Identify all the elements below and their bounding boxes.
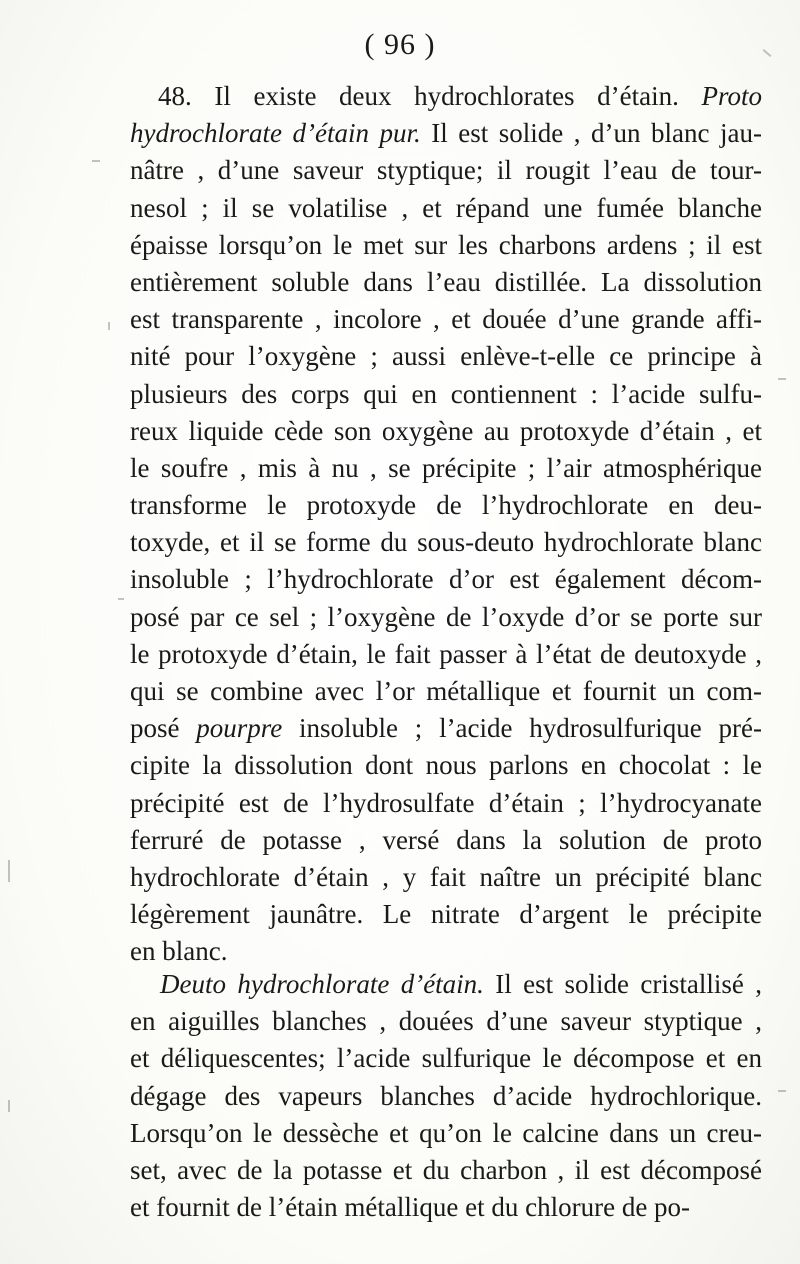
text-segment: entièrement soluble dans l’eau distillée. La dissolution (130, 266, 762, 297)
text-segment: nité pour l’oxygène ; aussi enlève-t-elle ce principe à (130, 341, 762, 372)
text-segment: reux liquide cède son oxygène au protoxyde d’étain , et (130, 415, 762, 446)
scan-speck (108, 322, 110, 330)
scan-speck (92, 160, 100, 162)
scan-speck (8, 1100, 10, 1112)
text-line (130, 1152, 762, 1189)
text-line (130, 747, 762, 784)
text-line (130, 78, 762, 115)
text-line (130, 450, 762, 487)
text-segment: insoluble ; l’acide hydrosulfurique pré- (282, 713, 762, 744)
text-line (130, 190, 762, 227)
text-line (130, 561, 762, 598)
text-line (130, 673, 762, 710)
text-line (130, 338, 762, 375)
text-line (130, 227, 762, 264)
text-line (130, 1003, 762, 1040)
text-line (130, 301, 762, 338)
text-segment: plusieurs des corps qui en contiennent : l’acide sulfu- (130, 378, 762, 409)
text-segment: transforme le protoxyde de l’hydrochlorate en deu- (130, 490, 762, 521)
text-line (130, 1189, 762, 1226)
text-line (130, 1078, 762, 1115)
text-line (130, 1115, 762, 1152)
scan-speck (118, 598, 124, 600)
text-segment: toxyde, et il se forme du sous-deuto hydrochlorate blanc (130, 527, 762, 558)
text-segment: en aiguilles blanches , douées d’une saveur styptique , (130, 1006, 762, 1037)
text-segment: est transparente , incolore , et douée d’une grande affi- (130, 304, 762, 335)
text-line (130, 859, 762, 896)
text-segment: nâtre , d’une saveur styptique; il rougit l’eau de tour- (130, 155, 762, 186)
scan-speck (778, 378, 786, 380)
text-segment: et fournit de l’étain métallique et du chlorure de po- (130, 1192, 691, 1223)
text-segment: le soufre , mis à nu , se précipite ; l’air atmosphérique (130, 452, 762, 483)
text-segment: légèrement jaunâtre. Le nitrate d’argent le précipite (130, 899, 762, 930)
text-segment: 48. Il existe deux hydrochlorates d’étain. (158, 81, 702, 111)
text-line (130, 264, 762, 301)
text-line (130, 1040, 762, 1077)
text-segment: nesol ; il se volatilise , et répand une fumée blanche (130, 192, 762, 223)
text-segment: cipite la dissolution dont nous parlons en chocolat : le (130, 750, 762, 781)
text-line (130, 822, 762, 859)
italic-text: hydrochlorate d’étain pur. (130, 118, 421, 149)
text-segment: Il est solide , d’un blanc jau- (420, 118, 762, 149)
text-segment: en blanc. (130, 936, 228, 967)
text-segment: posé (130, 713, 197, 744)
italic-text: pourpre (196, 713, 283, 744)
text-line (130, 524, 762, 561)
text-segment: insoluble ; l’hydrochlorate d’or est également décom- (130, 564, 762, 595)
italic-text: Deuto hydrochlorate d’étain. (160, 969, 484, 999)
text-line (130, 376, 762, 413)
text-segment: précipité est de l’hydrosulfate d’étain ; l’hydrocyanate (130, 787, 762, 818)
paragraph-proto-hydrochlorate (130, 78, 762, 971)
text-segment: et déliquescentes; l’acide sulfurique le décompose et en (130, 1043, 762, 1074)
text-segment: Il est solide cristallisé , (483, 969, 762, 999)
text-segment: Lorsqu’on le dessèche et qu’on le calcine dans un creu- (130, 1117, 762, 1148)
text-segment: qui se combine avec l’or métallique et fournit un com- (130, 676, 762, 706)
text-segment: posé par ce sel ; l’oxygène de l’oxyde d’or se porte sur (130, 601, 762, 632)
text-segment: ferruré de potasse , versé dans la solution de proto (130, 824, 762, 855)
text-line (130, 413, 762, 450)
paragraph-deuto-hydrochlorate (130, 966, 762, 1226)
scan-speck (778, 1090, 786, 1092)
text-segment: hydrochlorate d’étain , y fait naître un précipité blanc (130, 861, 762, 892)
text-line (130, 599, 762, 636)
text-line (130, 710, 762, 747)
text-line (130, 896, 762, 933)
scan-speck (8, 860, 10, 882)
text-line (130, 785, 762, 822)
text-line (130, 933, 762, 970)
text-segment: dégage des vapeurs blanches d’acide hydrochlorique. (130, 1080, 762, 1111)
text-line (130, 115, 762, 152)
page-number: ( 96 ) (364, 28, 436, 61)
text-line (130, 966, 762, 1003)
text-segment: épaisse lorsqu’on le met sur les charbons ardens ; il est (130, 229, 762, 260)
text-line (130, 152, 762, 189)
text-segment: le protoxyde d’étain, le fait passer à l’état de deutoxyde , (130, 638, 762, 669)
text-segment: set, avec de la potasse et du charbon , il est décomposé (130, 1154, 762, 1185)
text-line (130, 636, 762, 673)
italic-text: Proto (701, 81, 762, 111)
text-line (130, 487, 762, 524)
